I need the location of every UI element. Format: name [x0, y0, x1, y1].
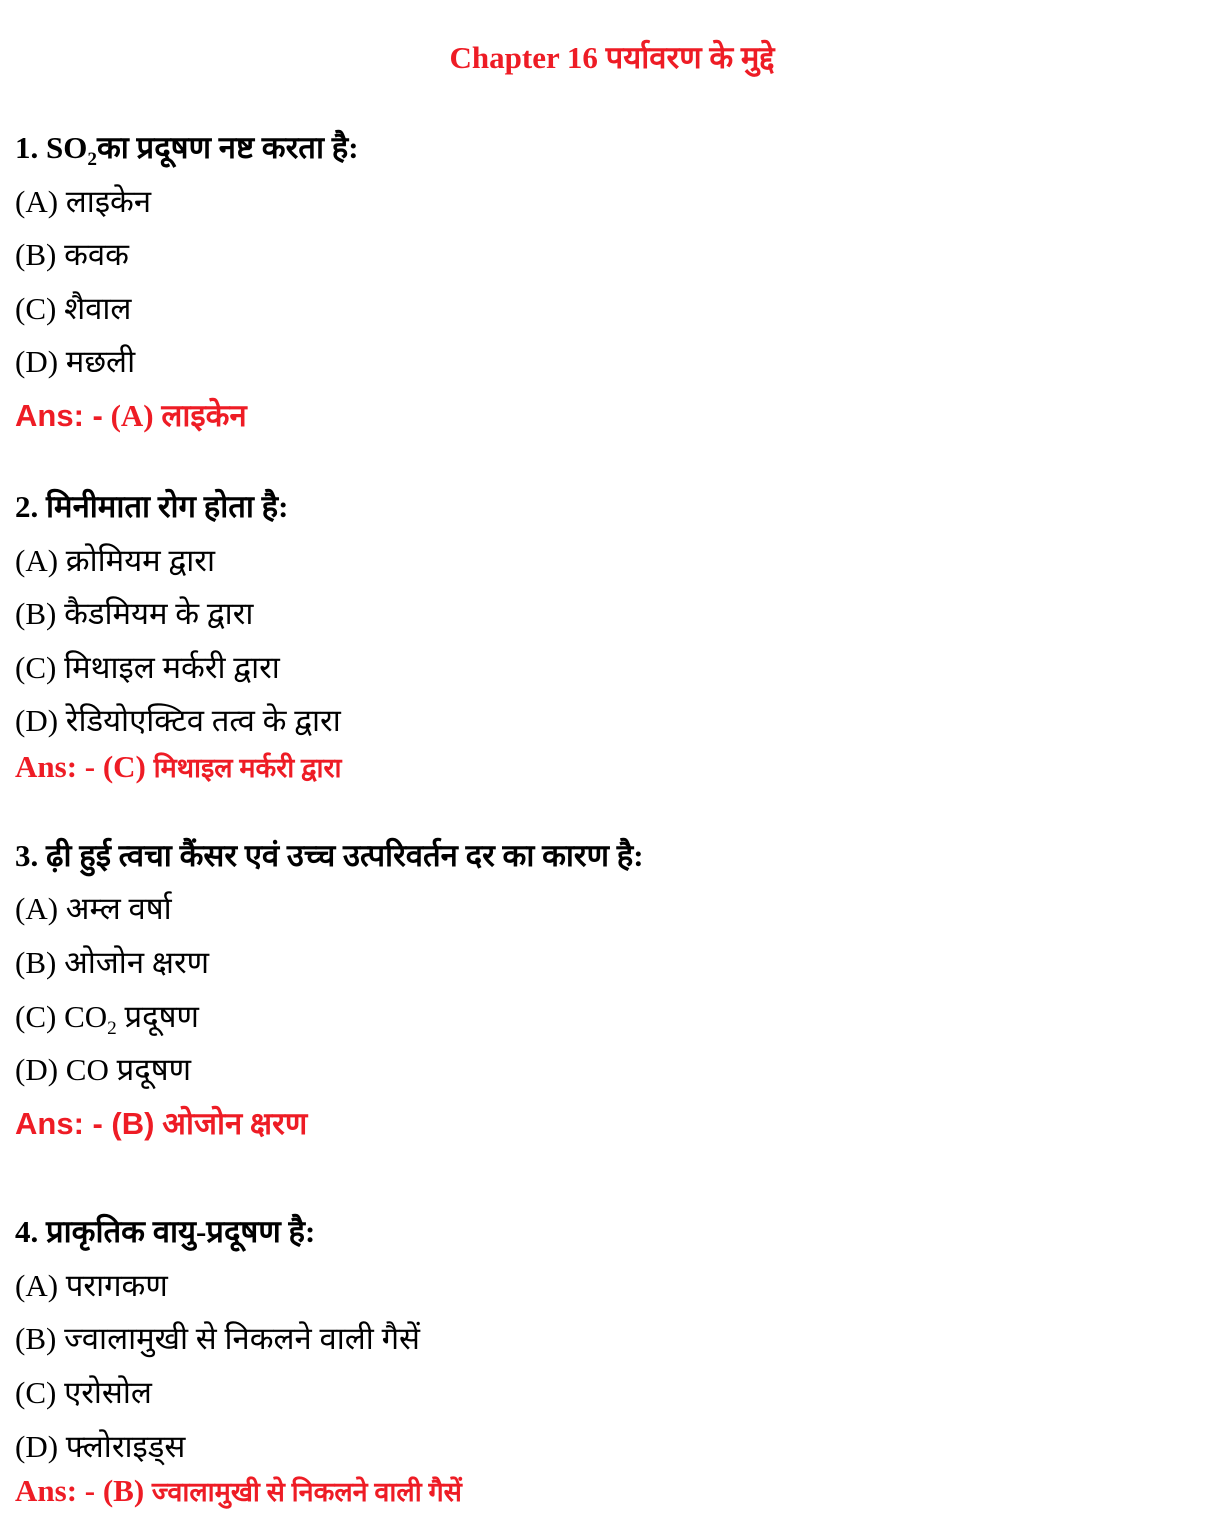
question-text: ढ़ी हुई त्वचा कैंसर एवं उच्च उत्परिवर्तन दर का कारण है: — [46, 838, 644, 873]
option-b: (B) ओजोन क्षरण — [15, 945, 210, 980]
question-4 — [15, 1212, 315, 1252]
answer-prefix: Ans: - (B) — [15, 1106, 155, 1141]
answer-text: मिथाइल मर्करी द्वारा — [153, 753, 342, 783]
answer-3 — [15, 1104, 307, 1144]
option-d: (D) मछली — [15, 344, 136, 379]
option-a: (A) क्रोमियम द्वारा — [15, 543, 216, 578]
subscript: 2 — [87, 149, 97, 171]
question-text: प्राकृतिक वायु-प्रदूषण है: — [46, 1214, 316, 1249]
question-1 — [15, 128, 359, 171]
option-d: (D) CO प्रदूषण — [15, 1052, 192, 1087]
answer-prefix: Ans: - (C) — [15, 749, 146, 784]
option-d: (D) रेडियोएक्टिव तत्व के द्वारा — [15, 703, 341, 738]
option-d: (D) फ्लोराइड्स — [15, 1429, 186, 1464]
option-c: (C) शैवाल — [15, 291, 132, 326]
question-number: 3. — [15, 838, 39, 873]
option-c-prefix: (C) CO — [15, 999, 108, 1034]
question-number: 2. — [15, 489, 39, 524]
option-b: (B) कैडमियम के द्वारा — [15, 596, 254, 631]
question-number: 4. — [15, 1214, 39, 1249]
answer-text: ज्वालामुखी से निकलने वाली गैसें — [151, 1477, 462, 1507]
option-b: (B) ज्वालामुखी से निकलने वाली गैसें — [15, 1321, 420, 1356]
option-c-text: प्रदूषण — [116, 999, 199, 1034]
option-b: (B) कवक — [15, 237, 129, 272]
option-a: (A) लाइकेन — [15, 184, 152, 219]
answer-prefix: Ans: - — [15, 398, 103, 433]
question-text: का प्रदूषण नष्ट करता है: — [96, 130, 359, 165]
answer-prefix: Ans: - (B) — [15, 1473, 145, 1508]
option-c: (C) मिथाइल मर्करी द्वारा — [15, 650, 280, 685]
option-a: (A) अम्ल वर्षा — [15, 891, 172, 926]
subscript: 2 — [107, 1018, 117, 1040]
answer-text: ओजोन क्षरण — [162, 1106, 308, 1141]
option-c: (C) एरोसोल — [15, 1375, 152, 1410]
answer-2 — [15, 747, 342, 788]
page-title: Chapter 16 पर्यावरण के मुद्दे — [449, 40, 775, 75]
question-2 — [15, 487, 288, 527]
answer-1 — [15, 396, 247, 436]
answer-4 — [15, 1471, 462, 1512]
option-c — [15, 997, 199, 1040]
option-a: (A) परागकण — [15, 1268, 168, 1303]
question-text: मिनीमाता रोग होता है: — [46, 489, 289, 524]
question-3 — [15, 836, 644, 876]
question-text-prefix: SO — [46, 130, 88, 165]
answer-text: (A) लाइकेन — [110, 398, 247, 433]
question-number: 1. — [15, 130, 39, 165]
